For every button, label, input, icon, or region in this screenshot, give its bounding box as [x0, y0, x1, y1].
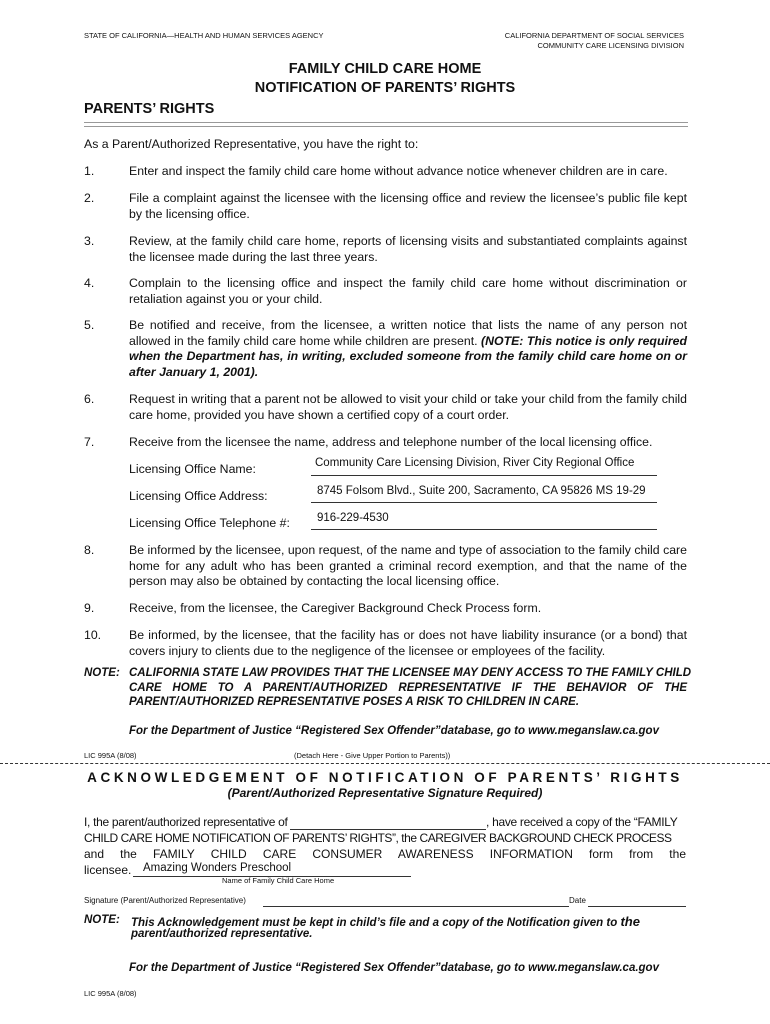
detach-note: (Detach Here - Give Upper Portion to Parents)) — [294, 751, 451, 760]
right-item: Review, at the family child care home, reports of licensing visits and substantiated complaints against the licensee made during the last three years. — [129, 234, 687, 264]
licensing-address-label: Licensing Office Address: — [129, 489, 268, 503]
licensing-name-line — [311, 474, 657, 476]
right-item: Enter and inspect the family child care home without advance notice whenever children are in care. — [129, 164, 668, 178]
ack-line-4: licensee. — [84, 863, 132, 877]
right-item-text: Be notified and receive, from the licensee, a written notice that lists the name of any person not allowed in the family child care home while children are present. — [129, 318, 687, 348]
item-number: 4. — [84, 276, 95, 290]
form-id-footer: LIC 995A (8/08) — [84, 989, 137, 998]
item-number: 9. — [84, 601, 95, 615]
signature-field[interactable] — [263, 905, 569, 907]
form-title-1: FAMILY CHILD CARE HOME — [288, 61, 482, 77]
section-title: PARENTS’ RIGHTS — [84, 101, 215, 117]
licensee-caption: Name of Family Child Care Home — [222, 876, 335, 885]
form-title-2: NOTIFICATION OF PARENTS’ RIGHTS — [254, 80, 516, 96]
right-item: File a complaint against the licensee with the licensing office and review the licensee’s public file kept by the licensing office. — [129, 191, 687, 221]
agency-dept: CALIFORNIA DEPARTMENT OF SOCIAL SERVICES — [504, 31, 684, 40]
right-item — [129, 318, 687, 380]
right-item: Receive, from the licensee, the Caregiver Background Check Process form. — [129, 601, 542, 615]
doj-line-2: For the Department of Justice “Registered Sex Offender”database, go to www.meganslaw.ca.gov — [129, 962, 659, 974]
signature-label: Signature (Parent/Authorized Representative) — [84, 896, 246, 905]
item-number: 2. — [84, 191, 95, 205]
agency-header-left: STATE OF CALIFORNIA—HEALTH AND HUMAN SERVICES AGENCY — [84, 31, 324, 40]
licensee-name-field[interactable]: Amazing Wonders Preschool — [143, 862, 292, 874]
ack-subtitle: (Parent/Authorized Representative Signature Required) — [227, 786, 543, 800]
note2-the: the — [620, 914, 640, 929]
item-number: 8. — [84, 543, 95, 557]
date-field[interactable] — [588, 905, 686, 907]
detach-line — [0, 763, 770, 764]
note2-text: This Acknowledgement must be kept in child’s file and a copy of the Notification given to — [131, 917, 618, 929]
right-item: Request in writing that a parent not be allowed to visit your child or take your child from the family child care home, provided you have shown a certified copy of a court order. — [129, 392, 687, 422]
ack-title: ACKNOWLEDGEMENT OF NOTIFICATION OF PARENTS’ RIGHTS — [87, 770, 683, 785]
licensing-name-field[interactable]: Community Care Licensing Division, River City Regional Office — [315, 457, 635, 469]
intro-text: As a Parent/Authorized Representative, you have the right to: — [84, 137, 419, 151]
item-number: 1. — [84, 164, 95, 178]
right-item: Be informed by the licensee, upon request, of the name and type of association to the family child care home for any adult who has been granted a criminal record exemption, and that the name of the person may also be obtained by contacting the local licensing office. — [129, 543, 687, 588]
licensing-name-label: Licensing Office Name: — [129, 462, 256, 476]
agency-header-right — [505, 31, 684, 51]
note2-line-1 — [131, 914, 640, 929]
item-number: 10. — [84, 628, 102, 642]
licensing-phone-field[interactable]: 916-229-4530 — [317, 512, 389, 524]
right-item: Receive from the licensee the name, address and telephone number of the local licensing office. — [129, 435, 653, 449]
item-number: 3. — [84, 234, 95, 248]
note-label: NOTE: — [84, 667, 120, 679]
right-item-note: (NOTE: This notice is only required when the Department has, in writing, excluded someone from the family child care home on or after January 1, 2001). — [129, 333, 688, 379]
licensing-address-line — [311, 501, 657, 503]
licensing-address-field[interactable]: 8745 Folsom Blvd., Suite 200, Sacramento, CA 95826 MS 19-29 — [317, 485, 646, 497]
licensing-phone-line — [311, 528, 657, 530]
note2-line-2: parent/authorized representative. — [131, 928, 313, 940]
ack-line-2: CHILD CARE HOME NOTIFICATION OF PARENTS’ RIGHTS”, the CAREGIVER BACKGROUND CHECK PROCESS — [84, 831, 672, 845]
ack-line-1a: I, the parent/authorized representative of — [84, 815, 288, 829]
form-id: LIC 995A (8/08) — [84, 751, 137, 760]
note-line-1: CALIFORNIA STATE LAW PROVIDES THAT THE LICENSEE MAY DENY ACCESS TO THE FAMILY CHILD — [129, 667, 692, 679]
item-number: 6. — [84, 392, 95, 406]
note-line-3: PARENT/AUTHORIZED REPRESENTATIVE POSES A RISK TO CHILDREN IN CARE. — [129, 696, 580, 708]
date-label: Date — [569, 896, 586, 905]
right-item: Complain to the licensing office and inspect the family child care home without discrimination or retaliation against you or your child. — [129, 276, 687, 306]
note2-label: NOTE: — [84, 914, 120, 926]
doj-line: For the Department of Justice “Registered Sex Offender”database, go to www.meganslaw.ca.gov — [129, 725, 659, 737]
ack-line-3: and the FAMILY CHILD CARE CONSUMER AWARENESS INFORMATION form from the — [84, 847, 686, 861]
section-divider — [84, 122, 688, 127]
ack-line-1b: , have received a copy of the “FAMILY — [486, 815, 678, 829]
item-number: 5. — [84, 318, 95, 332]
agency-division: COMMUNITY CARE LICENSING DIVISION — [537, 41, 684, 50]
licensing-phone-label: Licensing Office Telephone #: — [129, 516, 290, 530]
child-name-field[interactable] — [290, 828, 486, 830]
right-item: Be informed, by the licensee, that the facility has or does not have liability insurance (or a bond) that covers injury to clients due to the negligence of the licensee or employees of the facility. — [129, 628, 687, 658]
note-line-2: CARE HOME TO A PARENT/AUTHORIZED REPRESENTATIVE IF THE BEHAVIOR OF THE — [129, 682, 687, 694]
item-number: 7. — [84, 435, 95, 449]
